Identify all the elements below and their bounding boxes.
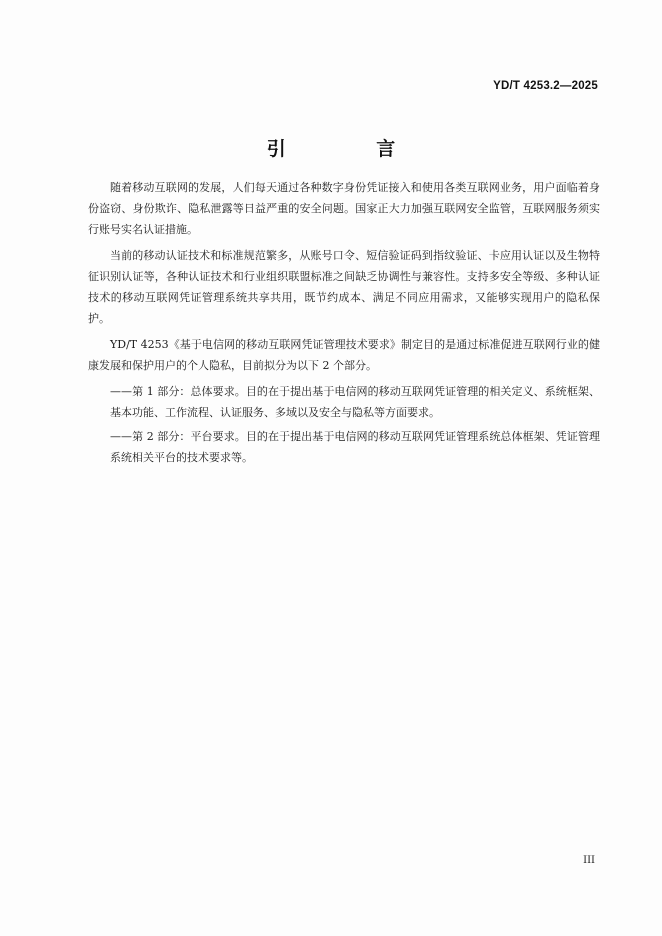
document-code: YD/T 4253.2—2025 — [493, 80, 598, 92]
paragraph-standard-purpose: YD/T 4253《基于电信网的移动互联网凭证管理技术要求》制定目的是通过标准促进互联网行业的健康发展和保护用户的个人隐私，目前拟分为以下 2 个部分。 — [88, 338, 600, 372]
paragraph-current-state: 当前的移动认证技术和标准规范繁多，从账号口令、短信验证码到指纹验证、卡应用认证以及生物特征识别认证等，各种认证技术和行业组织联盟标准之间缺乏协调性与兼容性。支持多安全等级、多种认证技术的移动互联网凭证管理系统共享共用，既节约成本、满足不同应用需求，又能够实现用户的隐私保护。 — [88, 249, 600, 325]
paragraph-background: 随着移动互联网的发展，人们每天通过各种数字身份凭证接入和使用各类互联网业务，用户面临着身份盗窃、身份欺诈、隐私泄露等日益严重的安全问题。国家正大力加强互联网安全监管，互联网服务须实行账号实名认证措施。 — [88, 181, 600, 236]
list-item-part-1: ——第 1 部分：总体要求。目的在于提出基于电信网的移动互联网凭证管理的相关定义、系统框架、基本功能、工作流程、认证服务、多域以及安全与隐私等方面要求。 — [110, 385, 600, 419]
list-item-part-2: ——第 2 部分：平台要求。目的在于提出基于电信网的移动互联网凭证管理系统总体框架、凭证管理系统相关平台的技术要求等。 — [110, 430, 600, 464]
section-heading: 引 言 — [266, 138, 438, 160]
page-number: III — [583, 855, 595, 866]
body-text — [88, 177, 600, 471]
